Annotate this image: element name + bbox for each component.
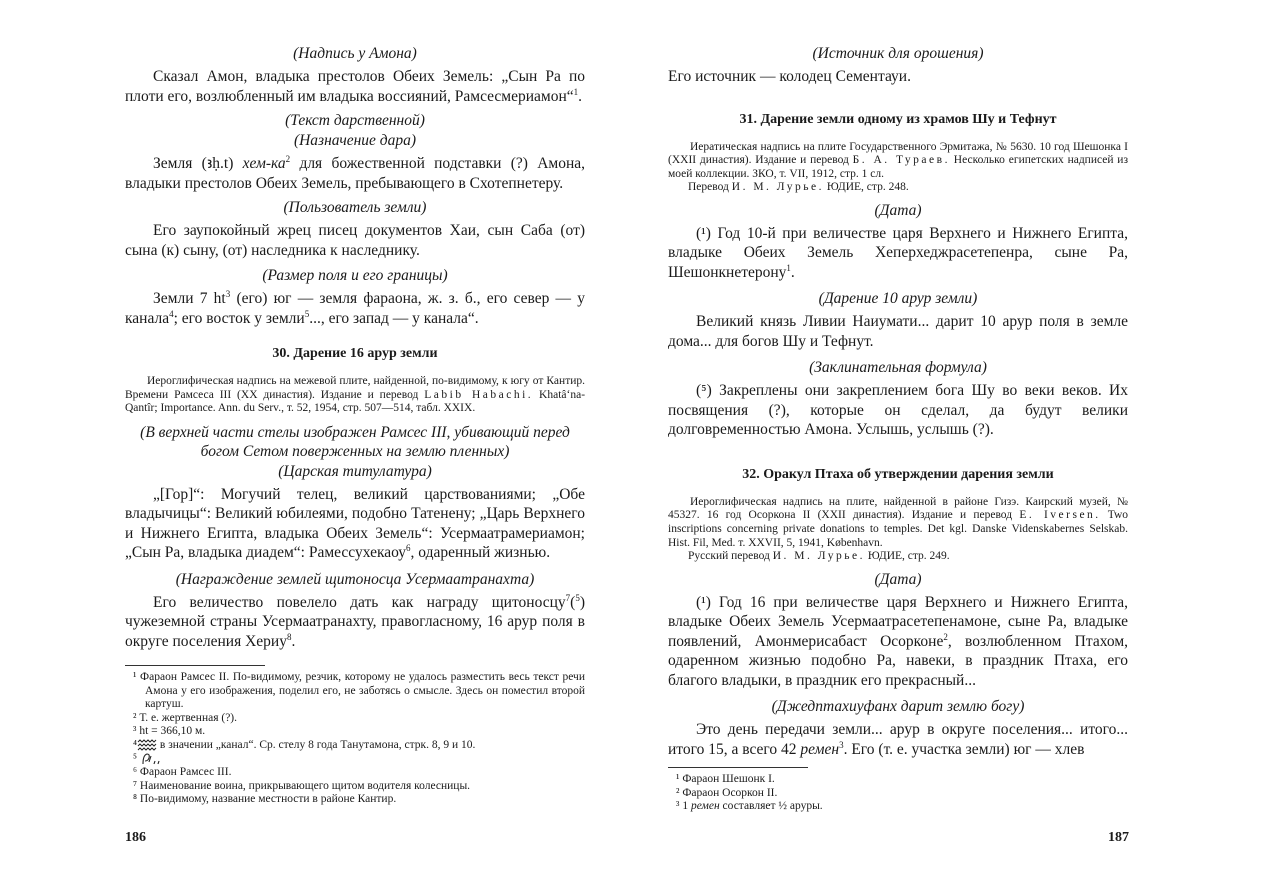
heading-donation-10-arur: (Дарение 10 арур земли) <box>818 290 978 308</box>
footnotes-right <box>668 773 1128 814</box>
heading-incantation: (Заклинательная формула) <box>809 359 987 377</box>
paragraph-date-32: (¹) Год 16 при величестве царя Верхнего и Нижнего Египта, владыке Обеих Земель Усермаатрасетепенамоне, сыне Ра, владыке появлений, Амонмерисабаст Осорконе$^2$, возлюбленном Птахом, одаренном жизнью подобно Ра, навеки, в праздник Птаха, его благого владыки, в праздник его прекрасный... <box>668 593 1128 689</box>
hieroglyph-sign-icon <box>140 752 166 766</box>
heading-land-user: (Пользователь земли) <box>283 199 427 216</box>
footnote-2: ² Фараон Осоркон II. <box>676 786 778 799</box>
heading-date-32: (Дата) <box>874 570 922 588</box>
section-title-30: 30. Дарение 16 арур земли <box>272 346 438 361</box>
paragraph-incantation: (⁵) Закреплены они закреплением бога Шу во веки веков. Их посвящения (?), которые он сделал, да будут велики долговременностью Амона. Услышь, услышь (?). <box>668 382 1128 439</box>
paragraph-land-user: Его заупокойный жрец писец документов Хаи, сын Саба (от) сына (к) сыну, (от) наследника к наследнику. <box>125 222 585 259</box>
footnote-6: ⁶ Фараон Рамсес III. <box>133 766 232 779</box>
footnote-1: ¹ Фараон Рамсес II. По-видимому, резчик, которому не удалось разместить весь текст речи Амона у его изображения, поделил его, не заботясь о смысле. Здесь он поместил второй картуш. <box>133 671 585 711</box>
left-page <box>125 44 585 807</box>
page-number-left: 186 <box>125 830 146 845</box>
source-note-31: Иератическая надпись на плите Государственного Эрмитажа, № 5630. 10 год Шешонка I (XXII династия). Издание и перевод Б. А. Тураев. Несколько египетских надписей из моей коллекции. ЗКО, т. VII, 1912, стр. 1 сл. <box>668 140 1129 180</box>
section-title-32: 32. Оракул Птаха об утверждении дарения земли <box>742 466 1054 482</box>
footnote-divider <box>125 665 265 666</box>
footnotes-left <box>125 671 585 807</box>
heading-purpose: (Назначение дара) <box>293 132 417 149</box>
paragraph-field-borders: Земли 7 $ht^3$ (его) юг — земля фараона, ж. з. б., его север — у канала$^4$; его восток у земли$^5$..., его запад — у канала“. <box>125 288 586 327</box>
paragraph-land-purpose: Земля (ꜣḥ.t) хем-$ка^2$ для божественной подставки (?) Амона, владыки престолов Обеих Земель, пребывающего в Схотепнетеру. <box>125 153 586 192</box>
paragraph-date-31: (¹) Год 10-й при величестве царя Верхнего и Нижнего Египта, владыке Обеих Земель Хеперхеджрасетепенра, сыне Ра, Шешонкнетерону$^1$. <box>668 224 1128 281</box>
paragraph-donation-10-arur: Великий князь Ливии Наиумати... дарит 10 арур поля в земле дома... для богов Шу и Тефнут. <box>668 313 1128 350</box>
paragraph-land-transfer: Это день передачи земли... арур в округе поселения... итого... итого 15, а всего 42 ремен$^3$. Его (т. е. участка земли) юг — хлев <box>668 721 1128 758</box>
footnote-3: ³ 1 ремен составляет ½ аруры. <box>676 800 823 813</box>
paragraph-amon-speech: Сказал Амон, владыка престолов Обеих Земель: „Сын Ра по плоти его, возлюбленный им владыка воссияний, Рамсесмериамон“$^1$. <box>125 68 585 105</box>
stela-description: (В верхней части стелы изображен Рамсес III, убивающий перед богом Сетом поверженных на землю пленных) <box>140 423 570 460</box>
paragraph-royal-titulary: „[Гор]“: Могучий телец, великий царствованиями; „Обе владычицы“: Великий юбилеями, подобно Татенену; „Царь Верхнего и Нижнего Египта, владыка Обеих Земель“: Усермаатрамериамон; „Сын Ра, владыка диадем“: Рамессухекаоу$^6$, одаренный жизнью. <box>125 485 585 562</box>
paragraph-shield-bearer-award: Его величество повелело дать как награду щитоносцу$^7$($^5$) чужеземной страны Усермаатранахту, правогласному, 16 арур поля в округе поселения Хериу$^8$. <box>125 592 585 650</box>
heading-date-31: (Дата) <box>874 201 922 219</box>
right-page <box>668 44 1128 814</box>
translation-note-31: Перевод И. М. Лурье. ЮДИЕ, стр. 248. <box>688 181 909 194</box>
heading-field-size: (Размер поля и его границы) <box>262 267 448 284</box>
heading-donation-text: (Текст дарственной) <box>285 112 425 129</box>
heading-amon-inscription: (Надпись у Амона) <box>293 45 417 62</box>
footnote-8: ⁸ По-видимому, название местности в районе Кантир. <box>133 793 397 806</box>
footnote-1: ¹ Фараон Шешонк I. <box>676 773 775 786</box>
heading-irrigation-source: (Источник для орошения) <box>812 45 984 62</box>
footnote-5: ⁵ <box>125 752 585 766</box>
footnote-4: ⁴ в значении „канал“. Ср. стелу 8 года Танутамона, стрк. 8, 9 и 10. <box>133 738 476 751</box>
heading-djedptahiufankh: (Джедптахиуфанх дарит землю богу) <box>771 698 1025 716</box>
source-note-32: Иероглифическая надпись на плите, найденной в районе Гизэ. Каирский музей, № 45327. 16 год Осоркона II (XXII династия). Издание и перевод E. Iversen. Two inscriptions concerning private donations to temples. Det kgl. Danske Videnskabernes Selskab. Hist. Fil, Med. т. XXVII, 5, 1941, København. <box>668 495 1128 549</box>
heading-royal-titulary: (Царская титулатура) <box>278 462 432 480</box>
water-hieroglyph-icon <box>137 739 157 751</box>
translation-note-32: Русский перевод И. М. Лурье. ЮДИЕ, стр. 249. <box>688 550 950 563</box>
section-title-31: 31. Дарение земли одному из храмов Шу и Тефнут <box>739 111 1057 127</box>
footnote-2: ² Т. е. жертвенная (?). <box>133 711 238 724</box>
footnote-3: ³ ht = 366,10 м. <box>133 725 206 738</box>
page-number-right: 187 <box>1108 830 1129 845</box>
footnote-7: ⁷ Наименование воина, прикрывающего щитом водителя колесницы. <box>133 779 471 792</box>
paragraph-irrigation-source: Его источник — колодец Сементауи. <box>668 68 911 85</box>
heading-shield-bearer-award: (Награждение землей щитоносца Усермаатранахта) <box>175 570 535 588</box>
source-note-30: Иероглифическая надпись на межевой плите, найденной, по-видимому, к югу от Кантир. Времени Рамсеса III (XX династия). Издание и перевод Labib Habachi. Khatâ‘na-Qantîr; Importance. Ann. du Serv., т. 52, 1954, стр. 507—514, табл. XXIX. <box>125 375 586 415</box>
footnote-divider <box>668 767 808 768</box>
